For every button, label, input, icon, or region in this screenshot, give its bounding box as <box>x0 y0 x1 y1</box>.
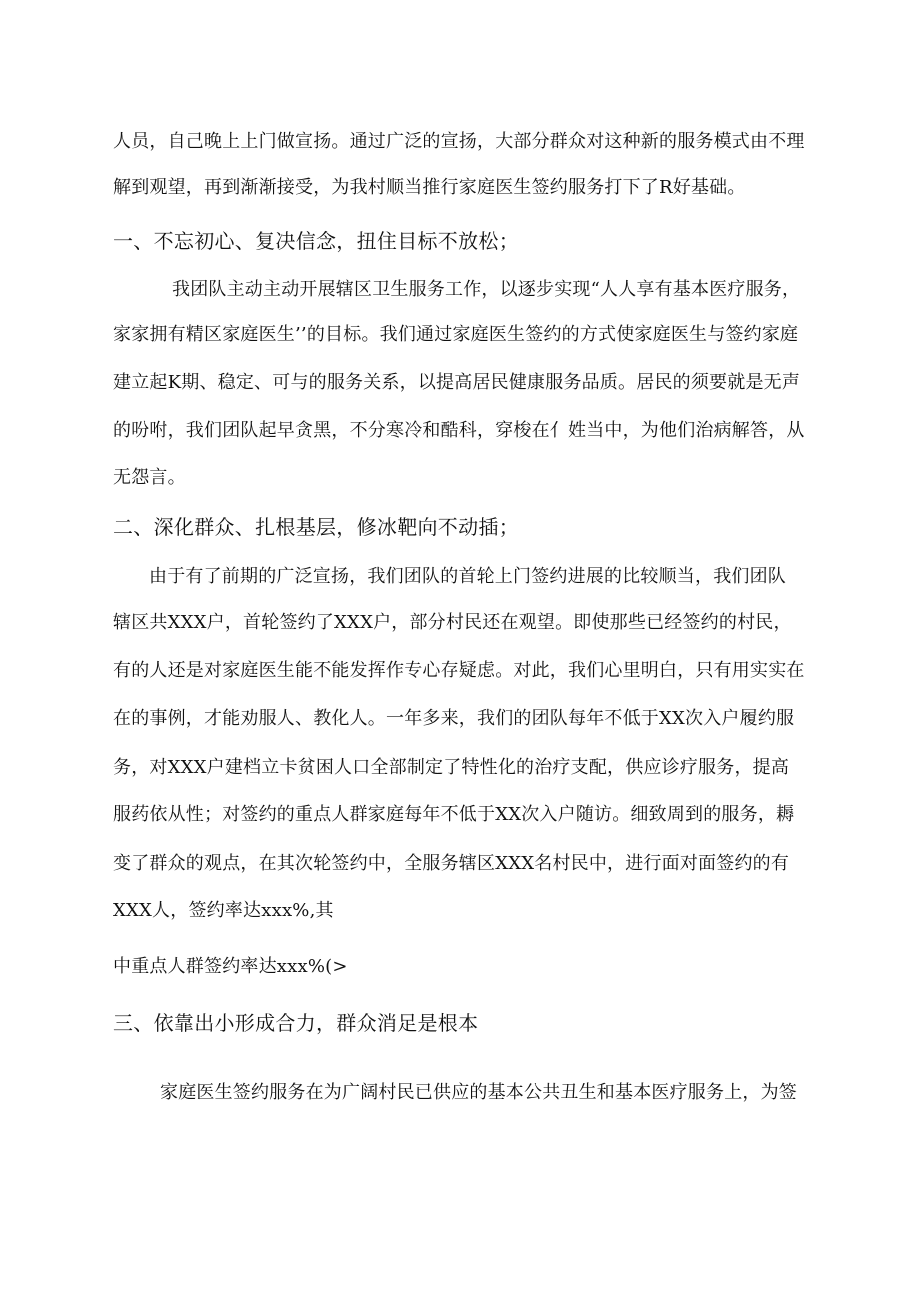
section-1-line-3: 建立起K期、稳定、可与的服务关系，以提高居民健康服务品质。居民的须要就是无声 <box>113 372 801 393</box>
intro-line-2: 解到观望，再到渐渐接受，为我村顺当推行家庭医生签约服务打下了R好基础。 <box>113 177 746 198</box>
section-1-line-5: 无怨言。 <box>113 467 186 488</box>
section-2-line-3: 有的人还是对家庭医生能不能发挥作专心存疑虑。对此，我们心里明白，只有用实实在 <box>113 660 805 681</box>
section-1-heading: 一、不忘初心、复决信念，扭住目标不放松； <box>113 229 519 253</box>
section-2-line-1: 由于有了前期的广泛宣扬，我们团队的首轮上门签约进展的比较顺当，我们团队 <box>149 566 786 587</box>
section-2-line-6: 服药依从性；对签约的重点人群家庭每年不低于XX次入户随访。细致周到的服务，耨 <box>113 804 795 825</box>
section-2-line-9: 中重点人群签约率达xxx%(> <box>113 956 348 977</box>
section-2-line-5: 务，对XXX户建档立卡贫困人口全部制定了特性化的治疗支配，供应诊疗服务，提高 <box>113 757 790 778</box>
intro-line-1: 人员，自己晚上上门做宣扬。通过广泛的宣扬，大部分群众对这种新的服务模式由不理 <box>113 131 805 152</box>
section-2-line-8: XXX人，签约率达xxx%,其 <box>113 900 334 921</box>
section-1-line-2: 家家拥有精区家庭医生’’的目标。我们通过家庭医生签约的方式使家庭医生与签约家庭 <box>113 324 799 345</box>
section-2-line-4: 在的事例，才能劝服人、教化人。一年多来，我们的团队每年不低于XX次入户履约服 <box>113 708 795 729</box>
section-3-line-1: 家庭医生签约服务在为广阔村民已供应的基本公共丑生和基本医疗服务上，为签 <box>160 1082 797 1103</box>
section-1-line-4: 的吩咐，我们团队起早贪黑，不分寒冷和酷科，穿梭在亻姓当中，为他们治病解答，从 <box>113 420 805 441</box>
section-3-heading: 三、依靠出小形成合力，群众消足是根本 <box>113 1011 479 1035</box>
section-2-heading: 二、深化群众、扎根基层，修冰靶向不动插； <box>113 515 519 539</box>
section-1-line-1: 我团队主动主动开展辖区卫生服务工作，以逐步实现“人人享有基本医疗服务， <box>172 279 801 300</box>
section-2-line-7: 变了群众的观点，在其次轮签约中，全服务辖区XXX名村民中，进行面对面签约的有 <box>113 853 790 874</box>
section-2-line-2: 辖区共XXX户，首轮签约了XXX户，部分村民还在观望。即使那些已经签约的村民， <box>113 612 792 633</box>
